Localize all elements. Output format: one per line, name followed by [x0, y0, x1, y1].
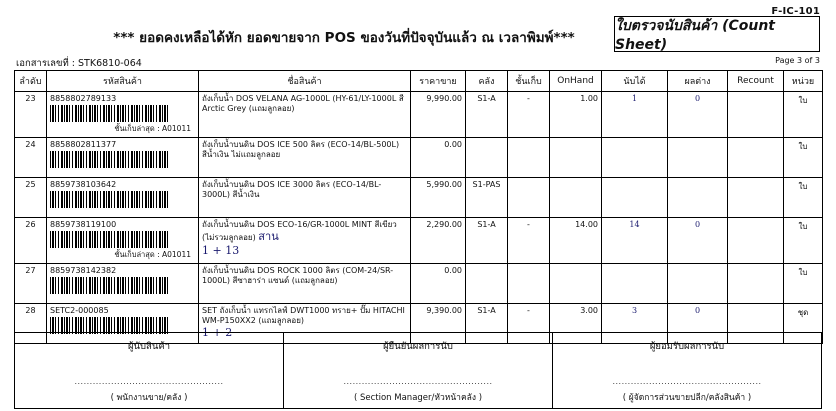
- cell-diff[interactable]: 0: [668, 92, 728, 138]
- table-row: [15, 92, 823, 138]
- cell-unit: ใบ: [784, 264, 823, 304]
- cell-shelf: -: [508, 92, 550, 138]
- cell-recount[interactable]: [728, 138, 784, 178]
- cell-warehouse: S1-A: [466, 218, 508, 264]
- cell-counted[interactable]: 14: [602, 218, 668, 264]
- cell-unit: ใบ: [784, 138, 823, 178]
- signature-role: ( พนักงานขาย/คลัง ): [110, 393, 188, 403]
- document-type-label: ใบตรวจนับสินค้า (Count Sheet): [615, 18, 775, 53]
- cell-price: 9,390.00: [411, 304, 466, 344]
- cell-counted[interactable]: 3: [602, 304, 668, 344]
- page-number: Page 3 of 3: [775, 56, 820, 65]
- cell-counted[interactable]: 1: [602, 92, 668, 138]
- cell-counted[interactable]: [602, 138, 668, 178]
- form-code: F-IC-101: [771, 6, 820, 17]
- cell-shelf: [508, 138, 550, 178]
- cell-diff[interactable]: 0: [668, 218, 728, 264]
- cell-price: 2,290.00: [411, 218, 466, 264]
- cell-price: 0.00: [411, 264, 466, 304]
- last-shelf-note: ชั้นเก็บล่าสุด : A01011: [114, 250, 191, 259]
- product-code: SETC2-000085: [50, 306, 109, 315]
- col-price: ราคาขาย: [411, 71, 466, 92]
- cell-price: 5,990.00: [411, 178, 466, 218]
- cell-diff[interactable]: [668, 264, 728, 304]
- signature-role: ( Section Manager/หัวหน้าคลัง ): [353, 393, 483, 403]
- cell-unit: ใบ: [784, 92, 823, 138]
- cell-counted[interactable]: [602, 178, 668, 218]
- cell-no: 24: [15, 138, 47, 178]
- document-type-box: [614, 16, 820, 52]
- barcode-image: [50, 191, 170, 208]
- signature-cell-approver: [553, 333, 822, 409]
- cell-warehouse: [466, 138, 508, 178]
- cell-diff[interactable]: [668, 138, 728, 178]
- barcode-image: [50, 105, 170, 122]
- cell-no: 23: [15, 92, 47, 138]
- product-code: 8859738142382: [50, 266, 117, 275]
- cell-shelf: -: [508, 304, 550, 344]
- cell-diff[interactable]: 0: [668, 304, 728, 344]
- cell-code: [47, 218, 199, 264]
- cell-name: ถังเก็บน้ำ DOS VELANA AG-1000L (HY-61/LY-1000L สี Arctic Grey (แถมลูกลอย): [199, 92, 411, 138]
- cell-recount[interactable]: [728, 264, 784, 304]
- col-warehouse: คลัง: [466, 71, 508, 92]
- cell-price: 0.00: [411, 138, 466, 178]
- col-counted: นับได้: [602, 71, 668, 92]
- cell-recount[interactable]: [728, 218, 784, 264]
- barcode-image: [50, 151, 170, 168]
- handwritten-calc: 1 + 2: [202, 326, 233, 339]
- page-title: *** ยอดคงเหลือได้หัก ยอดขายจาก POS ของวันที่ปัจจุบันแล้ว ณ เวลาพิมพ์***: [113, 30, 575, 46]
- cell-no: 26: [15, 218, 47, 264]
- product-name: SET ถังเก็บน้ำ แทรกไลฟ์ DWT1000 ทราย+ ปั๊ม HITACHI WM-P150XX2 (แถมลูกลอย): [202, 306, 405, 325]
- signature-label: ผู้ยอมรับผลการนับ: [649, 341, 725, 352]
- signature-cell-counter: [15, 333, 284, 409]
- barcode-image: [50, 231, 170, 248]
- cell-onhand: [550, 178, 602, 218]
- handwritten-note: สาน: [258, 230, 279, 243]
- cell-code: [47, 92, 199, 138]
- cell-onhand: 3.00: [550, 304, 602, 344]
- document-number: เอกสารเลขที่ : STK6810-064: [16, 58, 142, 69]
- signature-line[interactable]: .................................................: [74, 377, 224, 386]
- cell-recount[interactable]: [728, 178, 784, 218]
- col-shelf: ชั้นเก็บ: [508, 71, 550, 92]
- table-row: [15, 178, 823, 218]
- cell-warehouse: S1-A: [466, 92, 508, 138]
- table-row: [15, 264, 823, 304]
- cell-price: 9,990.00: [411, 92, 466, 138]
- cell-unit: ใบ: [784, 178, 823, 218]
- cell-onhand: [550, 138, 602, 178]
- col-recount: Recount: [728, 71, 784, 92]
- col-unit: หน่วย: [784, 71, 823, 92]
- cell-no: 25: [15, 178, 47, 218]
- cell-shelf: [508, 178, 550, 218]
- table-row: [15, 218, 823, 264]
- cell-unit: ชุด: [784, 304, 823, 344]
- count-table: [14, 70, 823, 344]
- signature-line[interactable]: .................................................: [612, 377, 762, 386]
- col-name: ชื่อสินค้า: [199, 71, 411, 92]
- signature-line[interactable]: .................................................: [343, 377, 493, 386]
- cell-unit: ใบ: [784, 218, 823, 264]
- cell-warehouse: S1-PAS: [466, 178, 508, 218]
- cell-onhand: 1.00: [550, 92, 602, 138]
- cell-name: ถังเก็บน้ำบนดิน DOS ROCK 1000 ลิตร (COM-24/SR-1000L) สีซาฮาร่า แซนด์ (แถมลูกลอย): [199, 264, 411, 304]
- signature-cell-verifier: [284, 333, 553, 409]
- signature-label: ผู้ยืนยันผลการนับ: [383, 341, 453, 352]
- col-onhand: OnHand: [550, 71, 602, 92]
- cell-warehouse: S1-A: [466, 304, 508, 344]
- signature-role: ( ผู้จัดการส่วนขายปลีก/คลังสินค้า ): [622, 393, 752, 403]
- table-row: [15, 138, 823, 178]
- cell-code: [47, 264, 199, 304]
- cell-shelf: [508, 264, 550, 304]
- product-code: 8859738103642: [50, 180, 117, 189]
- cell-no: 27: [15, 264, 47, 304]
- cell-name: [199, 218, 411, 264]
- table-header-row: [15, 71, 823, 92]
- signature-block: [14, 332, 822, 409]
- cell-onhand: [550, 264, 602, 304]
- cell-no: 28: [15, 304, 47, 344]
- cell-warehouse: [466, 264, 508, 304]
- handwritten-calc: 1 + 13: [202, 243, 240, 257]
- last-shelf-note: ชั้นเก็บล่าสุด : A01011: [114, 124, 191, 133]
- cell-code: [47, 178, 199, 218]
- col-diff: ผลต่าง: [668, 71, 728, 92]
- cell-recount[interactable]: [728, 92, 784, 138]
- barcode-image: [50, 277, 170, 294]
- product-code: 8859738119100: [50, 220, 117, 229]
- cell-diff[interactable]: [668, 178, 728, 218]
- product-code: 8858802811377: [50, 140, 117, 149]
- cell-code: [47, 138, 199, 178]
- col-no: ลำดับ: [15, 71, 47, 92]
- product-name: ถังเก็บน้ำบนดิน DOS ECO-16/GR-1000L MINT สีเขียว (ไม่รวมลูกลอย): [202, 220, 397, 242]
- product-code: 8858802789133: [50, 94, 117, 103]
- col-code: รหัสสินค้า: [47, 71, 199, 92]
- signature-label: ผู้นับสินค้า: [127, 341, 171, 352]
- cell-name: ถังเก็บน้ำบนดิน DOS ICE 500 ลิตร (ECO-14/BL-500L) สีน้ำเงิน ไม่แถมลูกลอย: [199, 138, 411, 178]
- cell-shelf: -: [508, 218, 550, 264]
- cell-name: ถังเก็บน้ำบนดิน DOS ICE 3000 ลิตร (ECO-14/BL-3000L) สีน้ำเงิน: [199, 178, 411, 218]
- cell-counted[interactable]: [602, 264, 668, 304]
- cell-onhand: 14.00: [550, 218, 602, 264]
